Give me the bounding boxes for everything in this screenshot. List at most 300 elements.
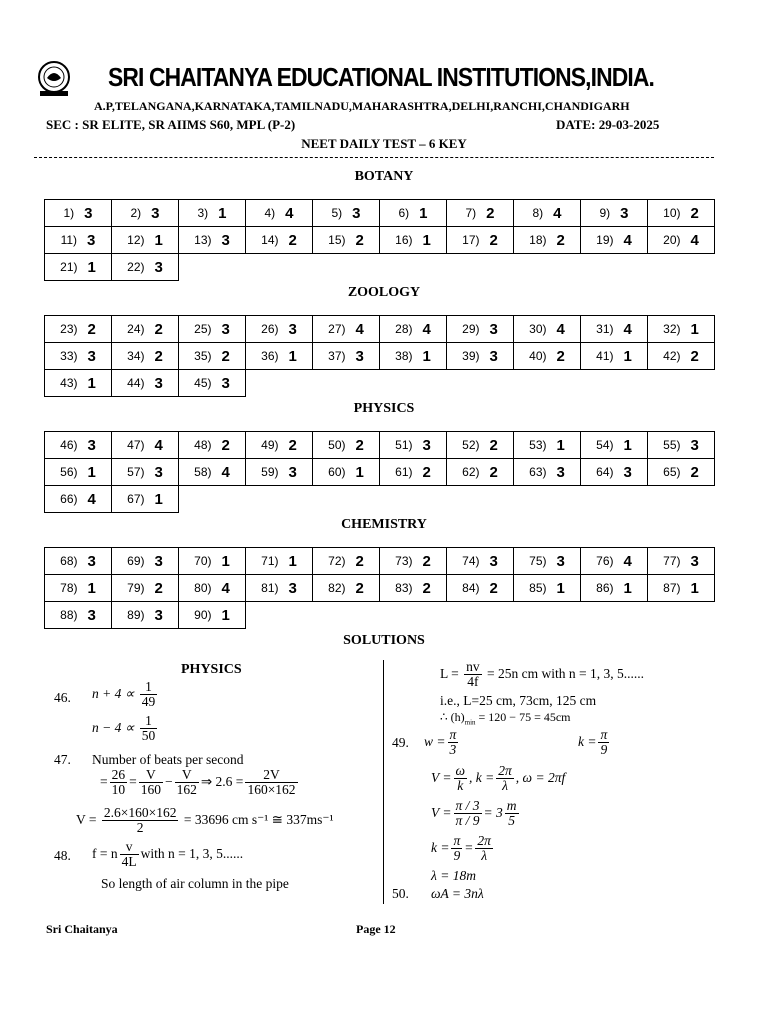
answer-cell xyxy=(246,343,313,370)
question-number: 75) xyxy=(529,554,547,568)
answer-value: 4 xyxy=(623,231,632,249)
empty-cell xyxy=(380,254,447,281)
answer-value: 3 xyxy=(87,436,96,454)
answer-value: 3 xyxy=(154,463,163,481)
question-number: 58) xyxy=(194,465,212,479)
answer-value: 2 xyxy=(690,204,699,222)
question-number: 54) xyxy=(596,438,614,452)
question-number: 14) xyxy=(261,233,279,247)
answer-cell xyxy=(45,370,112,397)
question-number: 26) xyxy=(261,322,279,336)
question-number: 40) xyxy=(529,349,547,363)
answer-value: 1 xyxy=(87,258,96,276)
section-line: SEC : SR ELITE, SR AIIMS S60, MPL (P-2) xyxy=(46,117,296,132)
answer-value: 1 xyxy=(556,579,565,597)
answer-cell xyxy=(648,200,715,227)
answer-value: 3 xyxy=(355,347,364,365)
answer-table xyxy=(44,315,715,397)
answer-value: 4 xyxy=(221,579,230,597)
answer-value: 2 xyxy=(288,231,297,249)
answer-cell xyxy=(179,432,246,459)
empty-cell xyxy=(581,602,648,629)
question-number: 53) xyxy=(529,438,547,452)
empty-cell xyxy=(581,254,648,281)
answer-cell xyxy=(112,254,179,281)
question-number: 80) xyxy=(194,581,212,595)
answer-value: 2 xyxy=(355,436,364,454)
answer-cell xyxy=(179,459,246,486)
answer-value: 2 xyxy=(690,347,699,365)
section-title: PHYSICS xyxy=(353,401,415,416)
answer-cell xyxy=(179,343,246,370)
q47-text: Number of beats per second xyxy=(92,752,244,767)
answer-value: 2 xyxy=(690,463,699,481)
question-number: 37) xyxy=(328,349,346,363)
answer-cell xyxy=(380,432,447,459)
question-number: 45) xyxy=(194,376,212,390)
answer-value: 2 xyxy=(221,347,230,365)
answer-cell xyxy=(447,459,514,486)
question-number: 65) xyxy=(663,465,681,479)
answer-cell xyxy=(112,459,179,486)
empty-cell xyxy=(313,602,380,629)
answer-value: 3 xyxy=(87,552,96,570)
answer-value: 2 xyxy=(422,463,431,481)
answer-value: 1 xyxy=(87,579,96,597)
answer-table xyxy=(44,431,715,513)
answer-value: 4 xyxy=(355,320,364,338)
answer-cell xyxy=(112,602,179,629)
question-number: 86) xyxy=(596,581,614,595)
q48-text: So length of air column in the pipe xyxy=(101,876,289,891)
question-number: 74) xyxy=(462,554,480,568)
empty-cell xyxy=(514,370,581,397)
empty-cell xyxy=(514,602,581,629)
answer-value: 4 xyxy=(154,436,163,454)
answer-value: 2 xyxy=(288,436,297,454)
question-number: 29) xyxy=(462,322,480,336)
answer-value: 3 xyxy=(87,347,96,365)
q50-eq: ωA = 3nλ xyxy=(431,886,484,901)
answer-cell xyxy=(179,575,246,602)
question-number: 18) xyxy=(529,233,547,247)
answer-cell xyxy=(447,316,514,343)
date-line: DATE: 29-03-2025 xyxy=(556,117,660,132)
q47-number: 47. xyxy=(54,752,71,767)
answer-cell xyxy=(112,343,179,370)
answer-cell xyxy=(380,227,447,254)
question-number: 22) xyxy=(127,260,145,274)
answer-value: 2 xyxy=(486,204,495,222)
question-number: 30) xyxy=(529,322,547,336)
answer-cell xyxy=(112,432,179,459)
answer-cell xyxy=(380,548,447,575)
question-number: 25) xyxy=(194,322,212,336)
question-number: 56) xyxy=(60,465,78,479)
answer-cell xyxy=(179,200,246,227)
answer-cell xyxy=(648,343,715,370)
question-number: 23) xyxy=(60,322,78,336)
answer-value: 2 xyxy=(489,231,498,249)
answer-cell xyxy=(246,575,313,602)
answer-row xyxy=(45,602,715,629)
answer-cell xyxy=(581,432,648,459)
question-number: 88) xyxy=(60,608,78,622)
question-number: 42) xyxy=(663,349,681,363)
answer-row xyxy=(45,459,715,486)
q47-eq1: = $\frac{26}{10}$ = $\frac{V}{160}$ − $\frac{V}{162}$ ⇒ 2.6 = $\frac{2V}{160\times 162}$ xyxy=(100,767,296,798)
answer-cell xyxy=(514,227,581,254)
answer-cell xyxy=(179,316,246,343)
q50-number: 50. xyxy=(392,886,409,901)
question-number: 1) xyxy=(63,206,75,220)
answer-cell xyxy=(112,486,179,513)
institution-states: A.P,TELANGANA,KARNATAKA,TAMILNADU,MAHARASHTRA,DELHI,RANCHI,CHANDIGARH xyxy=(94,99,630,113)
answer-value: 4 xyxy=(623,320,632,338)
answer-cell xyxy=(246,548,313,575)
question-number: 77) xyxy=(663,554,681,568)
empty-cell xyxy=(179,254,246,281)
answer-table xyxy=(44,547,715,629)
answer-cell xyxy=(246,459,313,486)
answer-value: 2 xyxy=(154,320,163,338)
answer-value: 3 xyxy=(489,552,498,570)
institution-crest-icon xyxy=(34,60,74,100)
answer-cell xyxy=(45,254,112,281)
test-title: NEET DAILY TEST – 6 KEY xyxy=(301,136,467,151)
answer-cell xyxy=(246,316,313,343)
question-number: 52) xyxy=(462,438,480,452)
answer-value: 1 xyxy=(623,347,632,365)
empty-cell xyxy=(447,370,514,397)
question-number: 12) xyxy=(127,233,145,247)
answer-value: 3 xyxy=(154,552,163,570)
question-number: 70) xyxy=(194,554,212,568)
answer-value: 1 xyxy=(154,231,163,249)
answer-cell xyxy=(514,548,581,575)
question-number: 39) xyxy=(462,349,480,363)
answer-value: 1 xyxy=(623,579,632,597)
answer-cell xyxy=(380,575,447,602)
answer-value: 2 xyxy=(87,320,96,338)
answer-cell xyxy=(179,227,246,254)
question-number: 89) xyxy=(127,608,145,622)
answer-value: 3 xyxy=(489,347,498,365)
answer-value: 3 xyxy=(690,436,699,454)
solutions-subject: PHYSICS xyxy=(181,662,242,677)
answer-cell xyxy=(313,227,380,254)
empty-cell xyxy=(447,486,514,513)
answer-cell xyxy=(246,227,313,254)
question-number: 73) xyxy=(395,554,413,568)
question-number: 67) xyxy=(127,492,145,506)
question-number: 83) xyxy=(395,581,413,595)
answer-row xyxy=(45,227,715,254)
answer-value: 1 xyxy=(419,204,428,222)
question-number: 35) xyxy=(194,349,212,363)
answer-row xyxy=(45,343,715,370)
section-title: CHEMISTRY xyxy=(341,517,427,532)
answer-cell xyxy=(648,227,715,254)
answer-value: 4 xyxy=(285,204,294,222)
empty-cell xyxy=(246,486,313,513)
q46-number: 46. xyxy=(54,690,71,705)
answer-cell xyxy=(581,316,648,343)
empty-cell xyxy=(313,486,380,513)
question-number: 32) xyxy=(663,322,681,336)
question-number: 21) xyxy=(60,260,78,274)
answer-row xyxy=(45,432,715,459)
answer-value: 1 xyxy=(218,204,227,222)
answer-cell xyxy=(514,343,581,370)
answer-cell xyxy=(581,548,648,575)
empty-cell xyxy=(246,370,313,397)
answer-row xyxy=(45,548,715,575)
question-number: 17) xyxy=(462,233,480,247)
empty-cell xyxy=(648,254,715,281)
question-number: 82) xyxy=(328,581,346,595)
question-number: 68) xyxy=(60,554,78,568)
question-number: 62) xyxy=(462,465,480,479)
answer-value: 3 xyxy=(221,231,230,249)
answer-value: 2 xyxy=(154,347,163,365)
answer-cell xyxy=(112,316,179,343)
question-number: 60) xyxy=(328,465,346,479)
empty-cell xyxy=(246,254,313,281)
answer-cell xyxy=(447,227,514,254)
answer-row xyxy=(45,575,715,602)
answer-value: 1 xyxy=(355,463,364,481)
question-number: 59) xyxy=(261,465,279,479)
answer-cell xyxy=(179,602,246,629)
q49-line4: k = $\frac{\pi}{9}$ = $\frac{2\pi}{\lambda}$ xyxy=(431,833,491,864)
answer-value: 2 xyxy=(489,463,498,481)
answer-value: 3 xyxy=(352,204,361,222)
answer-value: 4 xyxy=(623,552,632,570)
answer-cell xyxy=(112,370,179,397)
answer-cell xyxy=(648,548,715,575)
answer-value: 3 xyxy=(221,320,230,338)
answer-cell xyxy=(313,200,380,227)
q48-eq: f = n $\frac{v}{4L}$ with n = 1, 3, 5...... xyxy=(92,839,244,870)
empty-cell xyxy=(514,254,581,281)
column-divider xyxy=(383,660,384,904)
answer-value: 3 xyxy=(620,204,629,222)
answer-value: 3 xyxy=(87,606,96,624)
answer-value: 2 xyxy=(221,436,230,454)
question-number: 20) xyxy=(663,233,681,247)
empty-cell xyxy=(179,486,246,513)
solutions-title: SOLUTIONS xyxy=(343,633,425,648)
question-number: 64) xyxy=(596,465,614,479)
hmin-line: ∴ $(h)_{min} = 120 - 75 = 45cm$ xyxy=(440,710,571,727)
answer-value: 3 xyxy=(87,231,96,249)
question-number: 55) xyxy=(663,438,681,452)
answer-value: 3 xyxy=(556,552,565,570)
answer-cell xyxy=(447,575,514,602)
answer-cell xyxy=(112,575,179,602)
answer-cell xyxy=(380,316,447,343)
question-number: 36) xyxy=(261,349,279,363)
question-number: 69) xyxy=(127,554,145,568)
q49-w: w = $\frac{\pi}{3}$ xyxy=(424,727,457,758)
question-number: 46) xyxy=(60,438,78,452)
answer-value: 4 xyxy=(87,490,96,508)
answer-value: 2 xyxy=(422,579,431,597)
answer-cell xyxy=(45,200,112,227)
answer-cell xyxy=(447,343,514,370)
answer-row xyxy=(45,486,715,513)
question-number: 47) xyxy=(127,438,145,452)
answer-cell xyxy=(246,432,313,459)
q47-eq2: V = $\frac{2.6\times 160\times 162}{2}$ = 33696 cm s⁻¹ ≅ 337ms⁻¹ xyxy=(76,805,334,836)
question-number: 33) xyxy=(60,349,78,363)
answer-value: 2 xyxy=(154,579,163,597)
length-eq: L = $\frac{nv}{4f}$ = 25n cm with n = 1, 3, 5...... xyxy=(440,659,644,690)
answer-cell xyxy=(112,200,179,227)
question-number: 9) xyxy=(599,206,611,220)
question-number: 72) xyxy=(328,554,346,568)
answer-cell xyxy=(45,575,112,602)
q49-line3: V = $\frac{\pi / 3}{\pi / 9}$ = 3 $\frac{m}{5}$ xyxy=(431,798,517,829)
answer-value: 1 xyxy=(221,606,230,624)
question-number: 24) xyxy=(127,322,145,336)
answer-value: 3 xyxy=(623,463,632,481)
empty-cell xyxy=(447,602,514,629)
answer-cell xyxy=(581,459,648,486)
answer-value: 1 xyxy=(288,552,297,570)
answer-cell xyxy=(514,459,581,486)
answer-value: 1 xyxy=(154,490,163,508)
empty-cell xyxy=(313,254,380,281)
question-number: 15) xyxy=(328,233,346,247)
answer-value: 4 xyxy=(556,320,565,338)
answer-cell xyxy=(313,343,380,370)
empty-cell xyxy=(648,602,715,629)
question-number: 5) xyxy=(331,206,343,220)
empty-cell xyxy=(313,370,380,397)
question-number: 43) xyxy=(60,376,78,390)
question-number: 41) xyxy=(596,349,614,363)
question-number: 16) xyxy=(395,233,413,247)
answer-value: 2 xyxy=(422,552,431,570)
answer-cell xyxy=(45,459,112,486)
empty-cell xyxy=(648,370,715,397)
q46-line1: n + 4 ∝ $\frac{1}{49}$ xyxy=(92,679,156,710)
answer-value: 2 xyxy=(489,436,498,454)
answer-value: 1 xyxy=(87,374,96,392)
question-number: 87) xyxy=(663,581,681,595)
answer-cell xyxy=(45,343,112,370)
answer-value: 1 xyxy=(422,231,431,249)
answer-value: 1 xyxy=(87,463,96,481)
answer-value: 3 xyxy=(221,374,230,392)
question-number: 48) xyxy=(194,438,212,452)
question-number: 90) xyxy=(194,608,212,622)
question-number: 51) xyxy=(395,438,413,452)
empty-cell xyxy=(581,486,648,513)
section-title: BOTANY xyxy=(354,169,414,184)
answer-value: 3 xyxy=(151,204,160,222)
answer-value: 2 xyxy=(556,347,565,365)
question-number: 85) xyxy=(529,581,547,595)
answer-value: 3 xyxy=(154,606,163,624)
answer-cell xyxy=(648,459,715,486)
question-number: 19) xyxy=(596,233,614,247)
empty-cell xyxy=(648,486,715,513)
footer-brand: Sri Chaitanya xyxy=(46,922,118,936)
answer-cell xyxy=(45,316,112,343)
q46-line2: n − 4 ∝ $\frac{1}{50}$ xyxy=(92,713,156,744)
answer-cell xyxy=(179,370,246,397)
answer-cell xyxy=(313,432,380,459)
answer-value: 4 xyxy=(221,463,230,481)
empty-cell xyxy=(380,486,447,513)
answer-value: 2 xyxy=(489,579,498,597)
answer-cell xyxy=(380,200,447,227)
question-number: 4) xyxy=(264,206,276,220)
answer-value: 1 xyxy=(422,347,431,365)
answer-cell xyxy=(514,432,581,459)
question-number: 76) xyxy=(596,554,614,568)
answer-cell xyxy=(179,548,246,575)
question-number: 10) xyxy=(663,206,681,220)
question-number: 27) xyxy=(328,322,346,336)
answer-cell xyxy=(514,316,581,343)
answer-cell xyxy=(313,575,380,602)
question-number: 57) xyxy=(127,465,145,479)
empty-cell xyxy=(581,370,648,397)
answer-value: 4 xyxy=(553,204,562,222)
empty-cell xyxy=(447,254,514,281)
answer-cell xyxy=(581,343,648,370)
answer-value: 2 xyxy=(355,552,364,570)
question-number: 81) xyxy=(261,581,279,595)
dashed-divider xyxy=(34,157,714,158)
answer-cell xyxy=(581,200,648,227)
answer-cell xyxy=(581,227,648,254)
answer-row xyxy=(45,254,715,281)
answer-value: 3 xyxy=(489,320,498,338)
question-number: 6) xyxy=(398,206,410,220)
question-number: 11) xyxy=(60,233,78,247)
answer-value: 2 xyxy=(355,231,364,249)
answer-value: 1 xyxy=(690,579,699,597)
question-number: 66) xyxy=(60,492,78,506)
answer-value: 3 xyxy=(154,258,163,276)
answer-cell xyxy=(112,227,179,254)
answer-table xyxy=(44,199,715,281)
answer-row xyxy=(45,316,715,343)
question-number: 79) xyxy=(127,581,145,595)
page-number: Page 12 xyxy=(356,922,396,936)
empty-cell xyxy=(514,486,581,513)
question-number: 3) xyxy=(197,206,209,220)
answer-cell xyxy=(648,432,715,459)
answer-cell xyxy=(45,432,112,459)
lengths-line: i.e., L=25 cm, 73cm, 125 cm xyxy=(440,693,597,708)
answer-cell xyxy=(380,343,447,370)
answer-cell xyxy=(380,459,447,486)
answer-value: 2 xyxy=(355,579,364,597)
answer-cell xyxy=(313,548,380,575)
answer-cell xyxy=(514,200,581,227)
question-number: 28) xyxy=(395,322,413,336)
answer-cell xyxy=(45,602,112,629)
question-number: 34) xyxy=(127,349,145,363)
answer-value: 3 xyxy=(288,579,297,597)
answer-value: 3 xyxy=(154,374,163,392)
